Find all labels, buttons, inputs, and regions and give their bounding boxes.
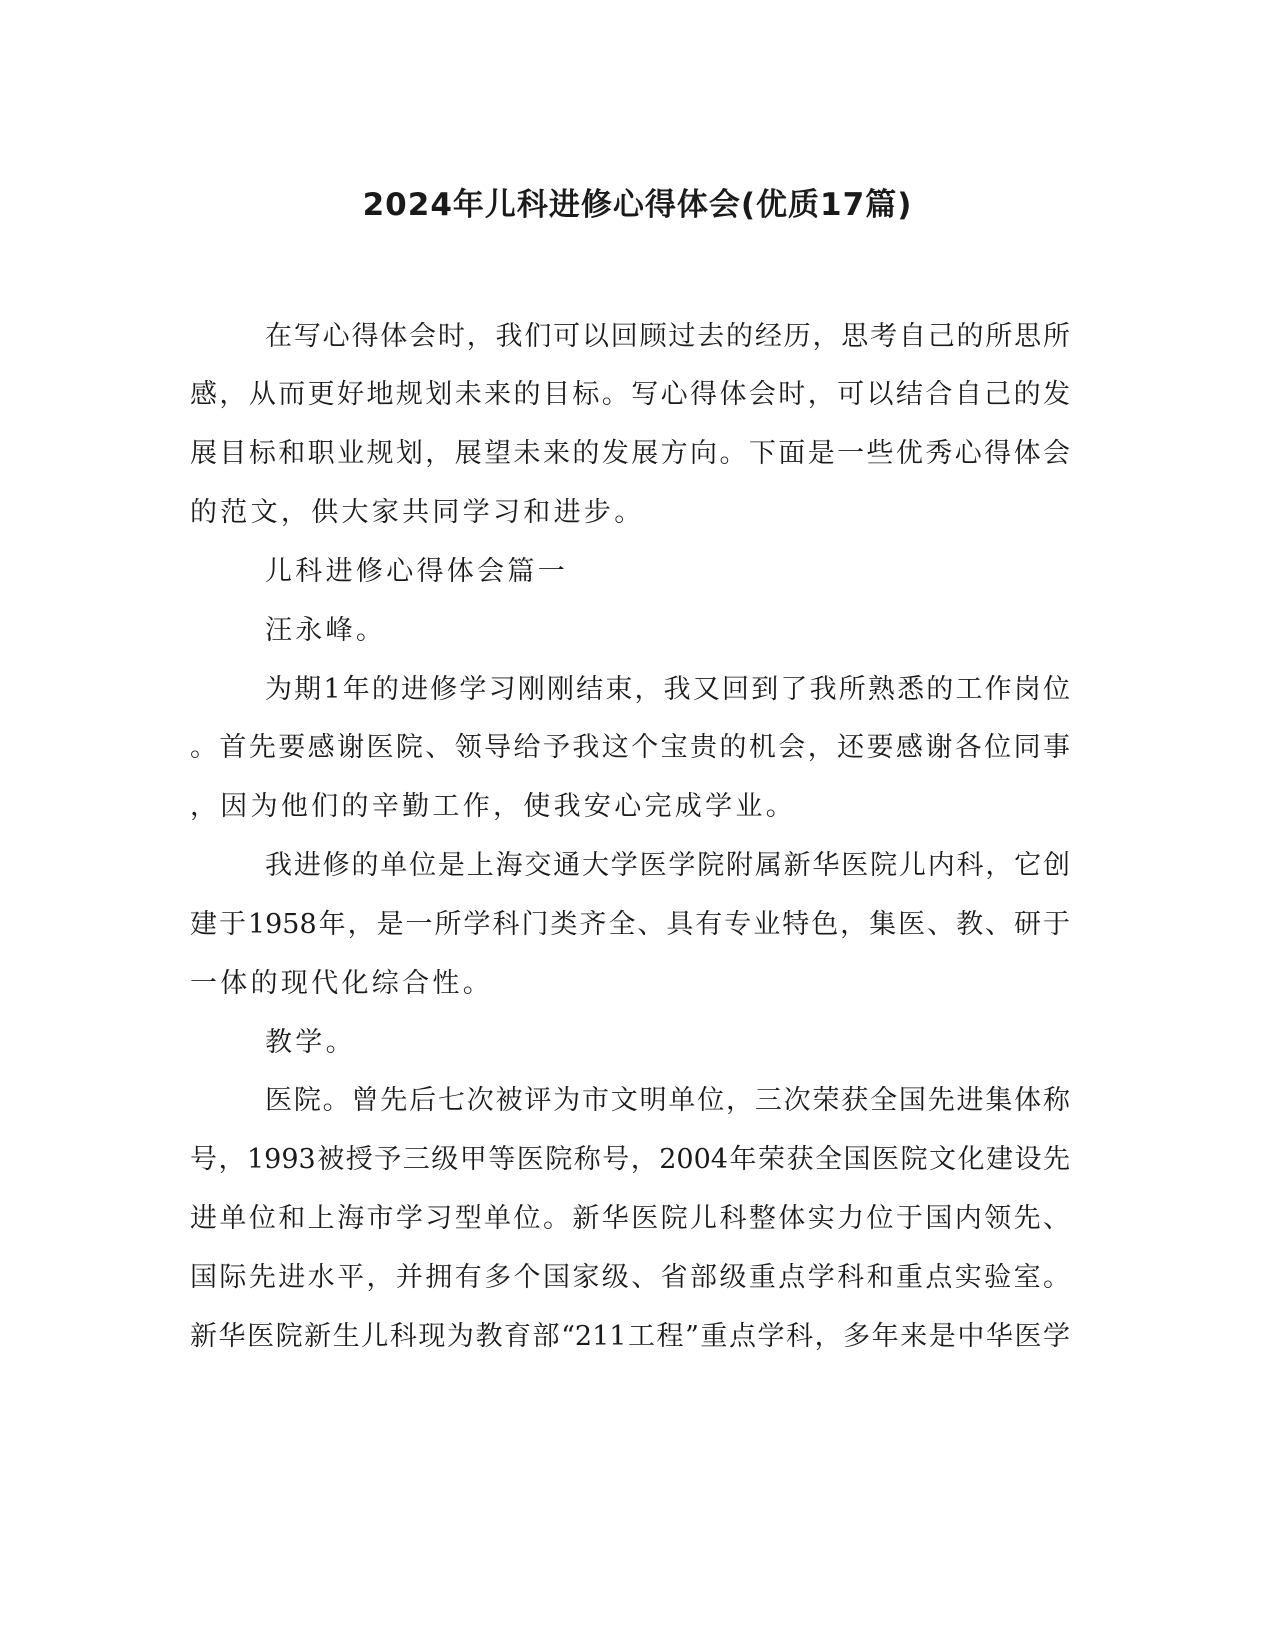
text-line: 展目标和职业规划，展望未来的发展方向。下面是一些优秀心得体会 [190, 438, 1070, 469]
text-line: 新华医院新生儿科现为教育部“211工程”重点学科，多年来是中华医学 [190, 1321, 1070, 1352]
text-line: ，因为他们的辛勤工作，使我安心完成学业。 [190, 791, 796, 822]
text-line: 为期1年的进修学习刚刚结束，我又回到了我所熟悉的工作岗位 [265, 674, 1070, 705]
text-line: 医院。曾先后七次被评为市文明单位，三次荣获全国先进集体称 [265, 1085, 1070, 1116]
text-line: 我进修的单位是上海交通大学医学院附属新华医院儿内科，它创 [265, 850, 1070, 881]
author-name: 汪永峰。 [265, 615, 387, 646]
text-line: 建于1958年，是一所学科门类齐全、具有专业特色，集医、教、研于 [190, 909, 1070, 940]
text-line: 国际先进水平，并拥有多个国家级、省部级重点学科和重点实验室。 [190, 1262, 1070, 1293]
text-line: 的范文，供大家共同学习和进步。 [190, 497, 645, 528]
text-line: 。首先要感谢医院、领导给予我这个宝贵的机会，还要感谢各位同事 [190, 732, 1070, 763]
text-line: 一体的现代化综合性。 [190, 968, 493, 999]
text-line: 进单位和上海市学习型单位。新华医院儿科整体实力位于国内领先、 [190, 1203, 1070, 1234]
document-title: 2024年儿科进修心得体会(优质17篇) [362, 187, 913, 223]
text-line: 在写心得体会时，我们可以回顾过去的经历，思考自己的所思所 [265, 321, 1070, 352]
text-line: 号，1993被授予三级甲等医院称号，2004年荣获全国医院文化建设先 [190, 1144, 1070, 1175]
section-heading: 儿科进修心得体会篇一 [265, 556, 568, 587]
text-line: 感，从而更好地规划未来的目标。写心得体会时，可以结合自己的发 [190, 379, 1070, 410]
text-line: 教学。 [265, 1027, 356, 1058]
